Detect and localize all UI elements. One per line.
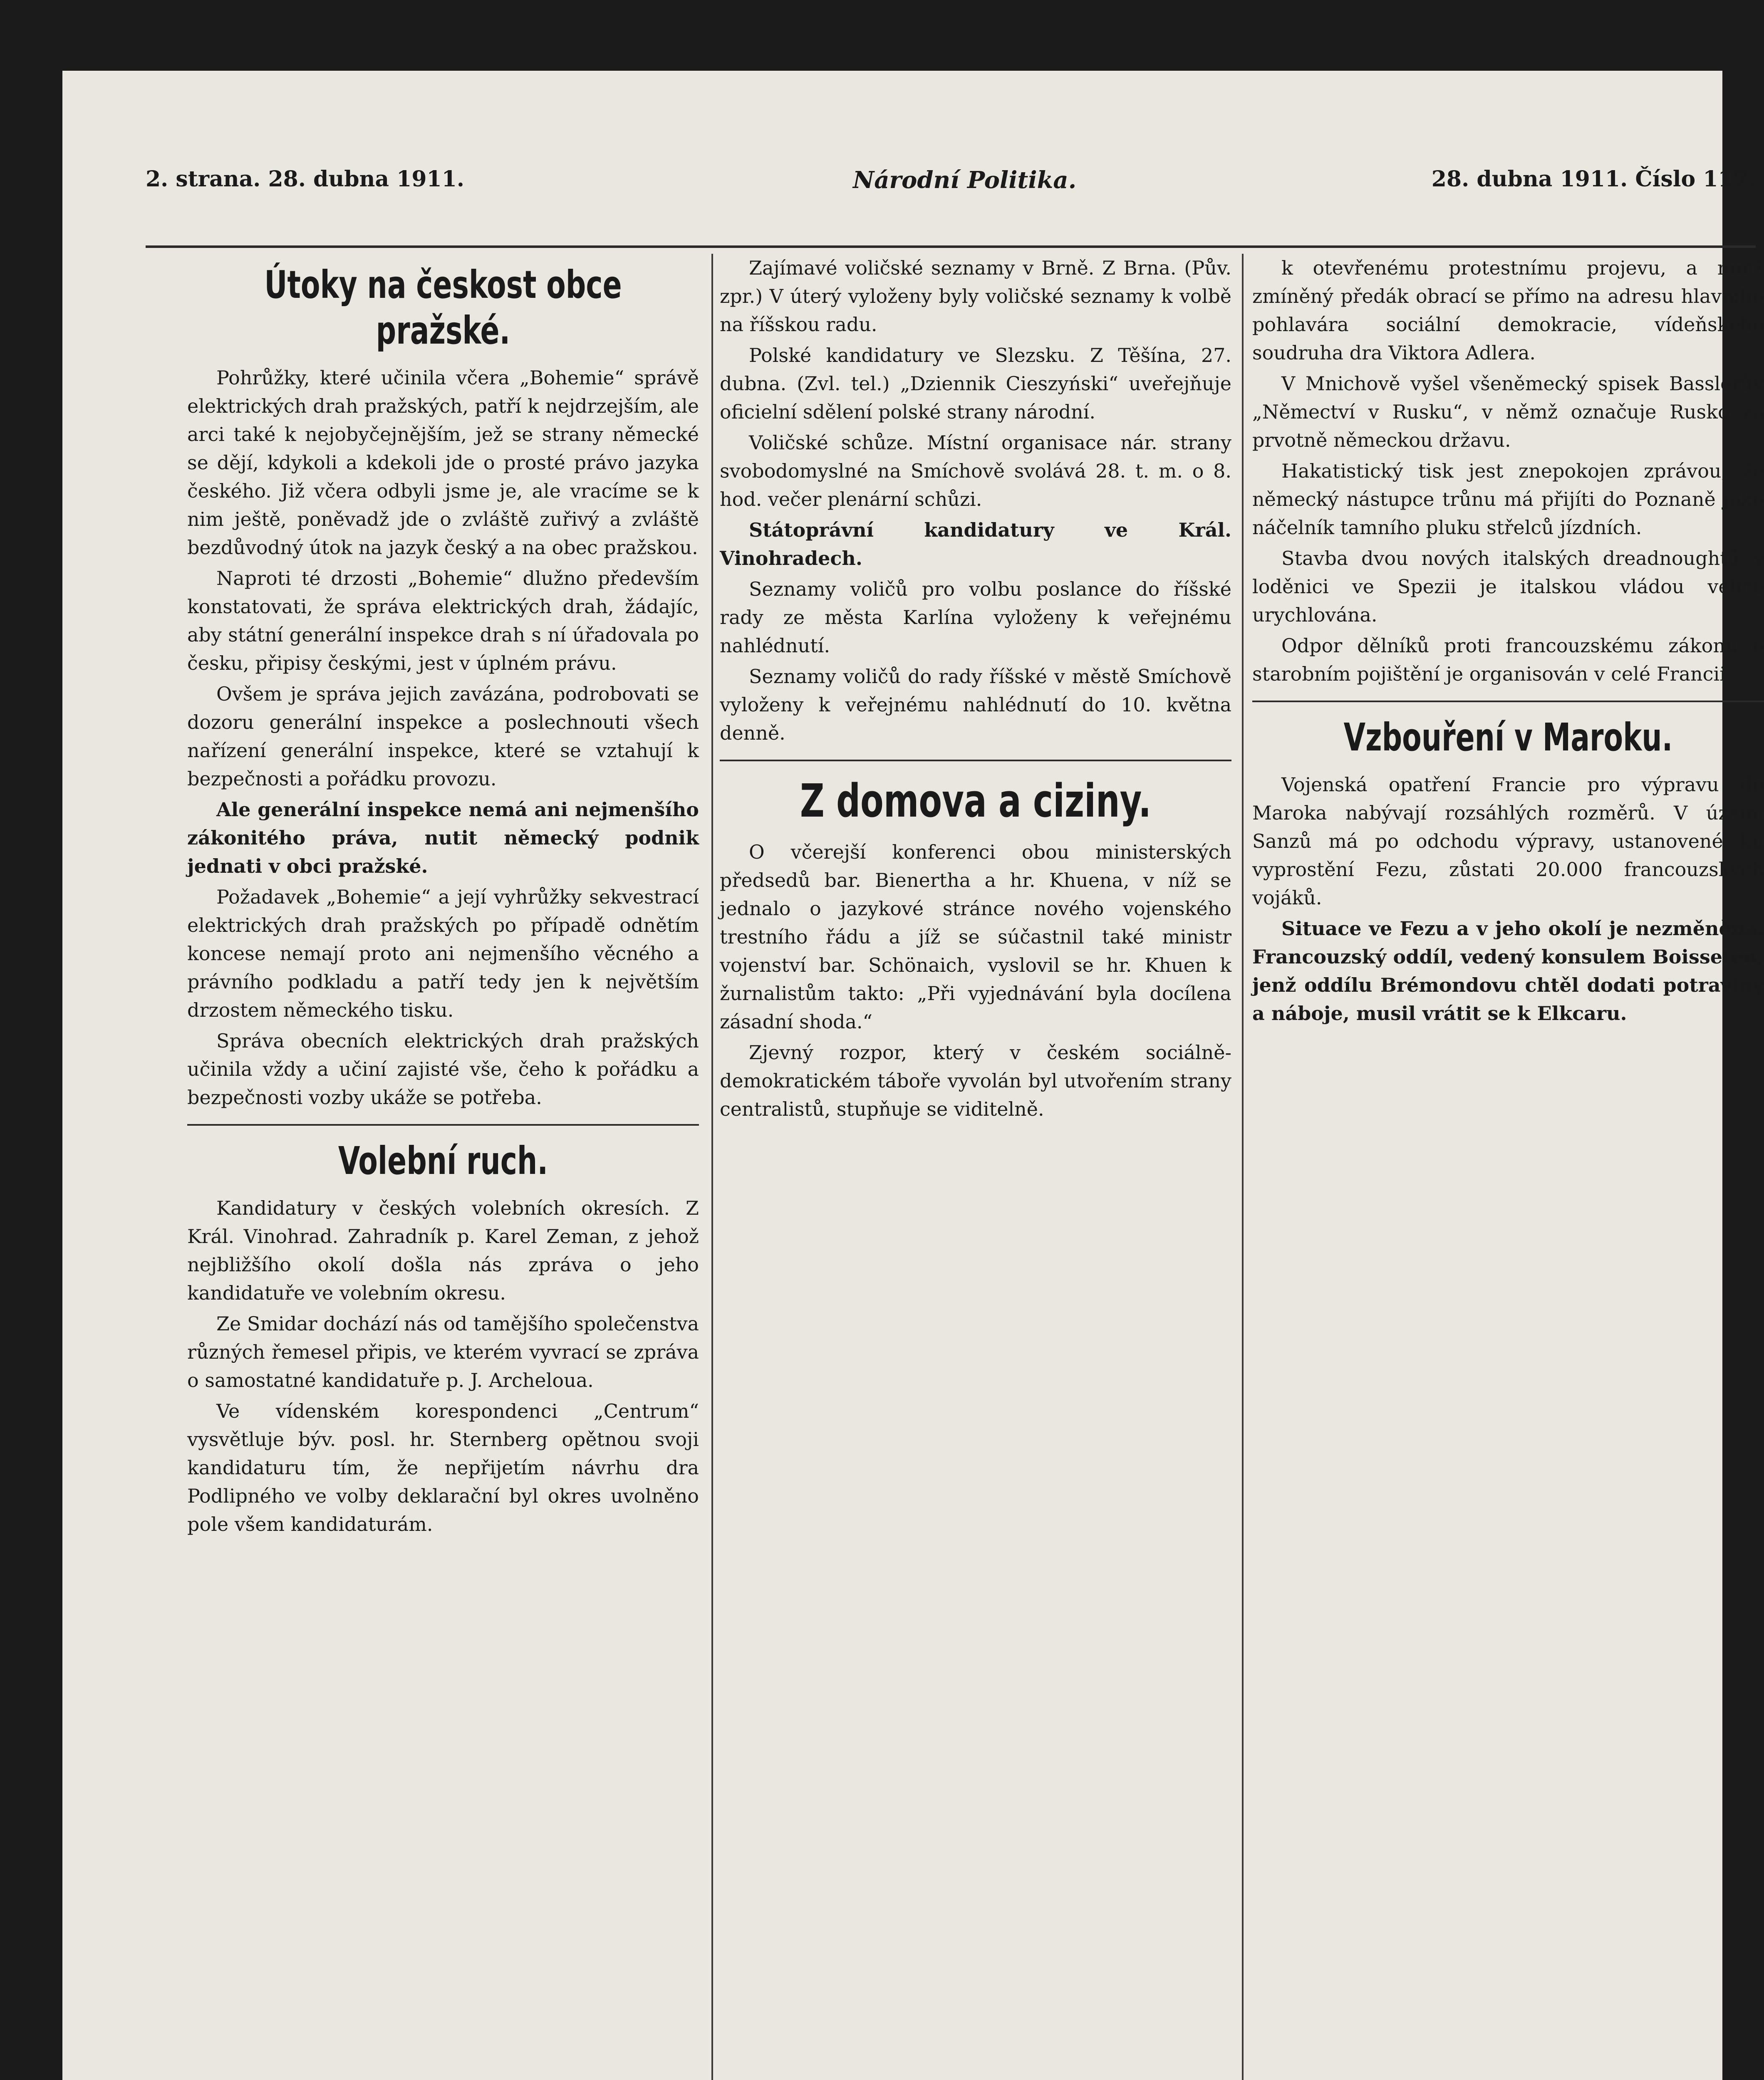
paragraph: Zjevný rozpor, který v českém sociálně-demokratickém táboře vyvolán byl utvořením strany centralistů, stupňuje se viditelně. <box>720 1041 1231 1120</box>
section-rule <box>720 760 1231 761</box>
newspaper-title: Národní Politika. <box>853 166 1077 194</box>
paragraph: Zajímavé voličské seznamy v Brně. Z Brna. (Pův. zpr.) V úterý vyloženy byly voličské seznamy k volbě na říšskou radu. <box>720 257 1231 336</box>
paragraph: Stavba dvou nových italských dreadnoughtů v loděnici ve Spezii je italskou vládou velice urychlována. <box>1252 547 1764 626</box>
masthead-rule <box>146 245 1756 248</box>
headline-maroko: Vzbouření v Maroku. <box>1343 715 1673 760</box>
page-number-date: 2. strana. 28. dubna 1911. <box>146 166 465 192</box>
paragraph: V Mnichově vyšel všeněmecký spisek Basslerův „Němectví v Rusku“, v němž označuje Rusko za prvotně německou državu. <box>1252 372 1764 451</box>
paragraph: Ale generální inspekce nemá ani nejmenšího zákonitého práva, nutit německý podnik jednati v obci pražské. <box>187 798 699 877</box>
paragraph: Ze Smidar dochází nás od tamějšího společenstva různých řemesel připis, ve kterém vyvrací se zpráva o samostatné kandidatuře p. J. Archeloua. <box>187 1312 699 1392</box>
paragraph: Seznamy voličů do rady říšské v městě Smíchově vyloženy k veřejnému nahlédnutí do 10. května denně. <box>720 665 1231 744</box>
paragraph: Voličské schůze. Místní organisace nár. strany svobodomyslné na Smíchově svolává 28. t. m. o 8. hod. večer plenární schůzi. <box>720 431 1231 510</box>
paragraph: Vojenská opatření Francie pro výpravu do Maroka nabývají rozsáhlých rozměrů. V území Sanzů má po odchodu výpravy, ustanovené ku vyprostění Fezu, zůstati 20.000 francouzských vojáků. <box>1252 773 1764 909</box>
paragraph: Hakatistický tisk jest znepokojen zprávou, že německý nástupce trůnu má přijíti do Poznaně jako náčelník tamního pluku střelců jízdních. <box>1252 460 1764 539</box>
column-divider <box>711 254 713 2080</box>
column-2 <box>720 254 1231 2080</box>
paragraph: Pohrůžky, které učinila včera „Bohemie“ správě elektrických drah pražských, patří k nejdrzejším, ale arci také k nejobyčejnějším, jež se strany německé se dějí, kdykoli a kdekoli jde o prosté právo jazyka českého. Již včera odbyli jsme je, ale vracíme se k nim ještě, poněvadž jde o zvláště zuřivý a zvláště bezdůvodný útok na jazyk český a na obec pražskou. <box>187 366 699 559</box>
paragraph: Situace ve Fezu a v jeho okolí je nezměněna. Francouzský oddíl, vedený konsulem Boisseten, jenž oddílu Brémondovu chtěl dodati potraviny a náboje, musil vrátit se k Elkcaru. <box>1252 917 1764 1025</box>
paragraph: O včerejší konferenci obou ministerských předsedů bar. Bienertha a hr. Khuena, v níž se jednalo o jazykové stránce nového vojenského trestního řádu a jíž se súčastnil také ministr vojenství bar. Schönaich, vyslovil se hr. Khuen k žurnalistům takto: „Při vyjednávání byla docílena zásadní shoda.“ <box>720 841 1231 1033</box>
headline-volebni: Volební ruch. <box>338 1139 548 1183</box>
newspaper-page <box>62 71 1764 2080</box>
section-rule <box>187 1124 699 1126</box>
column-divider <box>1242 254 1244 2080</box>
paragraph: Ovšem je správa jejich zavázána, podrobovati se dozoru generální inspekce a poslechnouti všech nařízení generální inspekce, které se vztahují k bezpečnosti a pořádku provozu. <box>187 683 699 790</box>
paragraph: Polské kandidatury ve Slezsku. Z Těšína, 27. dubna. (Zvl. tel.) „Dziennik Cieszyński“ uveřejňuje oficielní sdělení polské strany národní. <box>720 344 1231 423</box>
paragraph: Správa obecních elektrických drah pražských učinila vždy a učiní zajisté vše, čeho k pořádku a bezpečnosti vozby ukáže se potřeba. <box>187 1030 699 1109</box>
paragraph: Státoprávní kandidatury ve Král. Vinohradech. <box>720 519 1231 570</box>
paragraph: k otevřenému protestnímu projevu, a nimž zmíněný předák obrací se přímo na adresu hlavního pohlavára sociální demokracie, vídeňského soudruha dra Viktora Adlera. <box>1252 257 1764 364</box>
paragraph: Požadavek „Bohemie“ a její vyhrůžky sekvestrací elektrických drah pražských po případě odnětím koncese nemají proto ani nejmenšího věcného a právního podkladu a patří tedy jen k největším drzostem německého tisku. <box>187 886 699 1021</box>
paragraph: Naproti té drzosti „Bohemie“ dlužno především konstatovati, že správa elektrických drah, žádajíc, aby státní generální inspekce drah s ní úřadovala po česku, připisy českými, jest v úplném právu. <box>187 567 699 674</box>
column-1 <box>187 254 699 2080</box>
column-3 <box>1252 254 1764 2080</box>
paragraph: Odpor dělníků proti francouzskému zákonu o starobním pojištění je organisován v celé Francii. <box>1252 634 1764 685</box>
issue-date-number: 28. dubna 1911. Číslo 117. <box>1431 166 1756 192</box>
headline-domova: Z domova a ciziny. <box>800 774 1152 827</box>
paragraph: Kandidatury v českých volebních okresích. Z Král. Vinohrad. Zahradník p. Karel Zeman, z jehož nejbližšího okolí došla nás zpráva o jeho kandidatuře ve volebním okresu. <box>187 1197 699 1304</box>
masthead <box>146 154 1756 200</box>
paragraph: Seznamy voličů pro volbu poslance do říšské rady ze města Karlína vyloženy k veřejnému nahlédnutí. <box>720 578 1231 657</box>
paragraph: Ve vídenském korespondenci „Centrum“ vysvětluje býv. posl. hr. Sternberg opětnou svoji kandidaturu tím, že nepřijetím návrhu dra Podlipného ve volby deklarační byl okres uvolněno pole všem kandidaturám. <box>187 1400 699 1535</box>
headline-utoky: Útoky na českost obce pražské. <box>264 262 622 353</box>
section-rule <box>1252 701 1764 702</box>
